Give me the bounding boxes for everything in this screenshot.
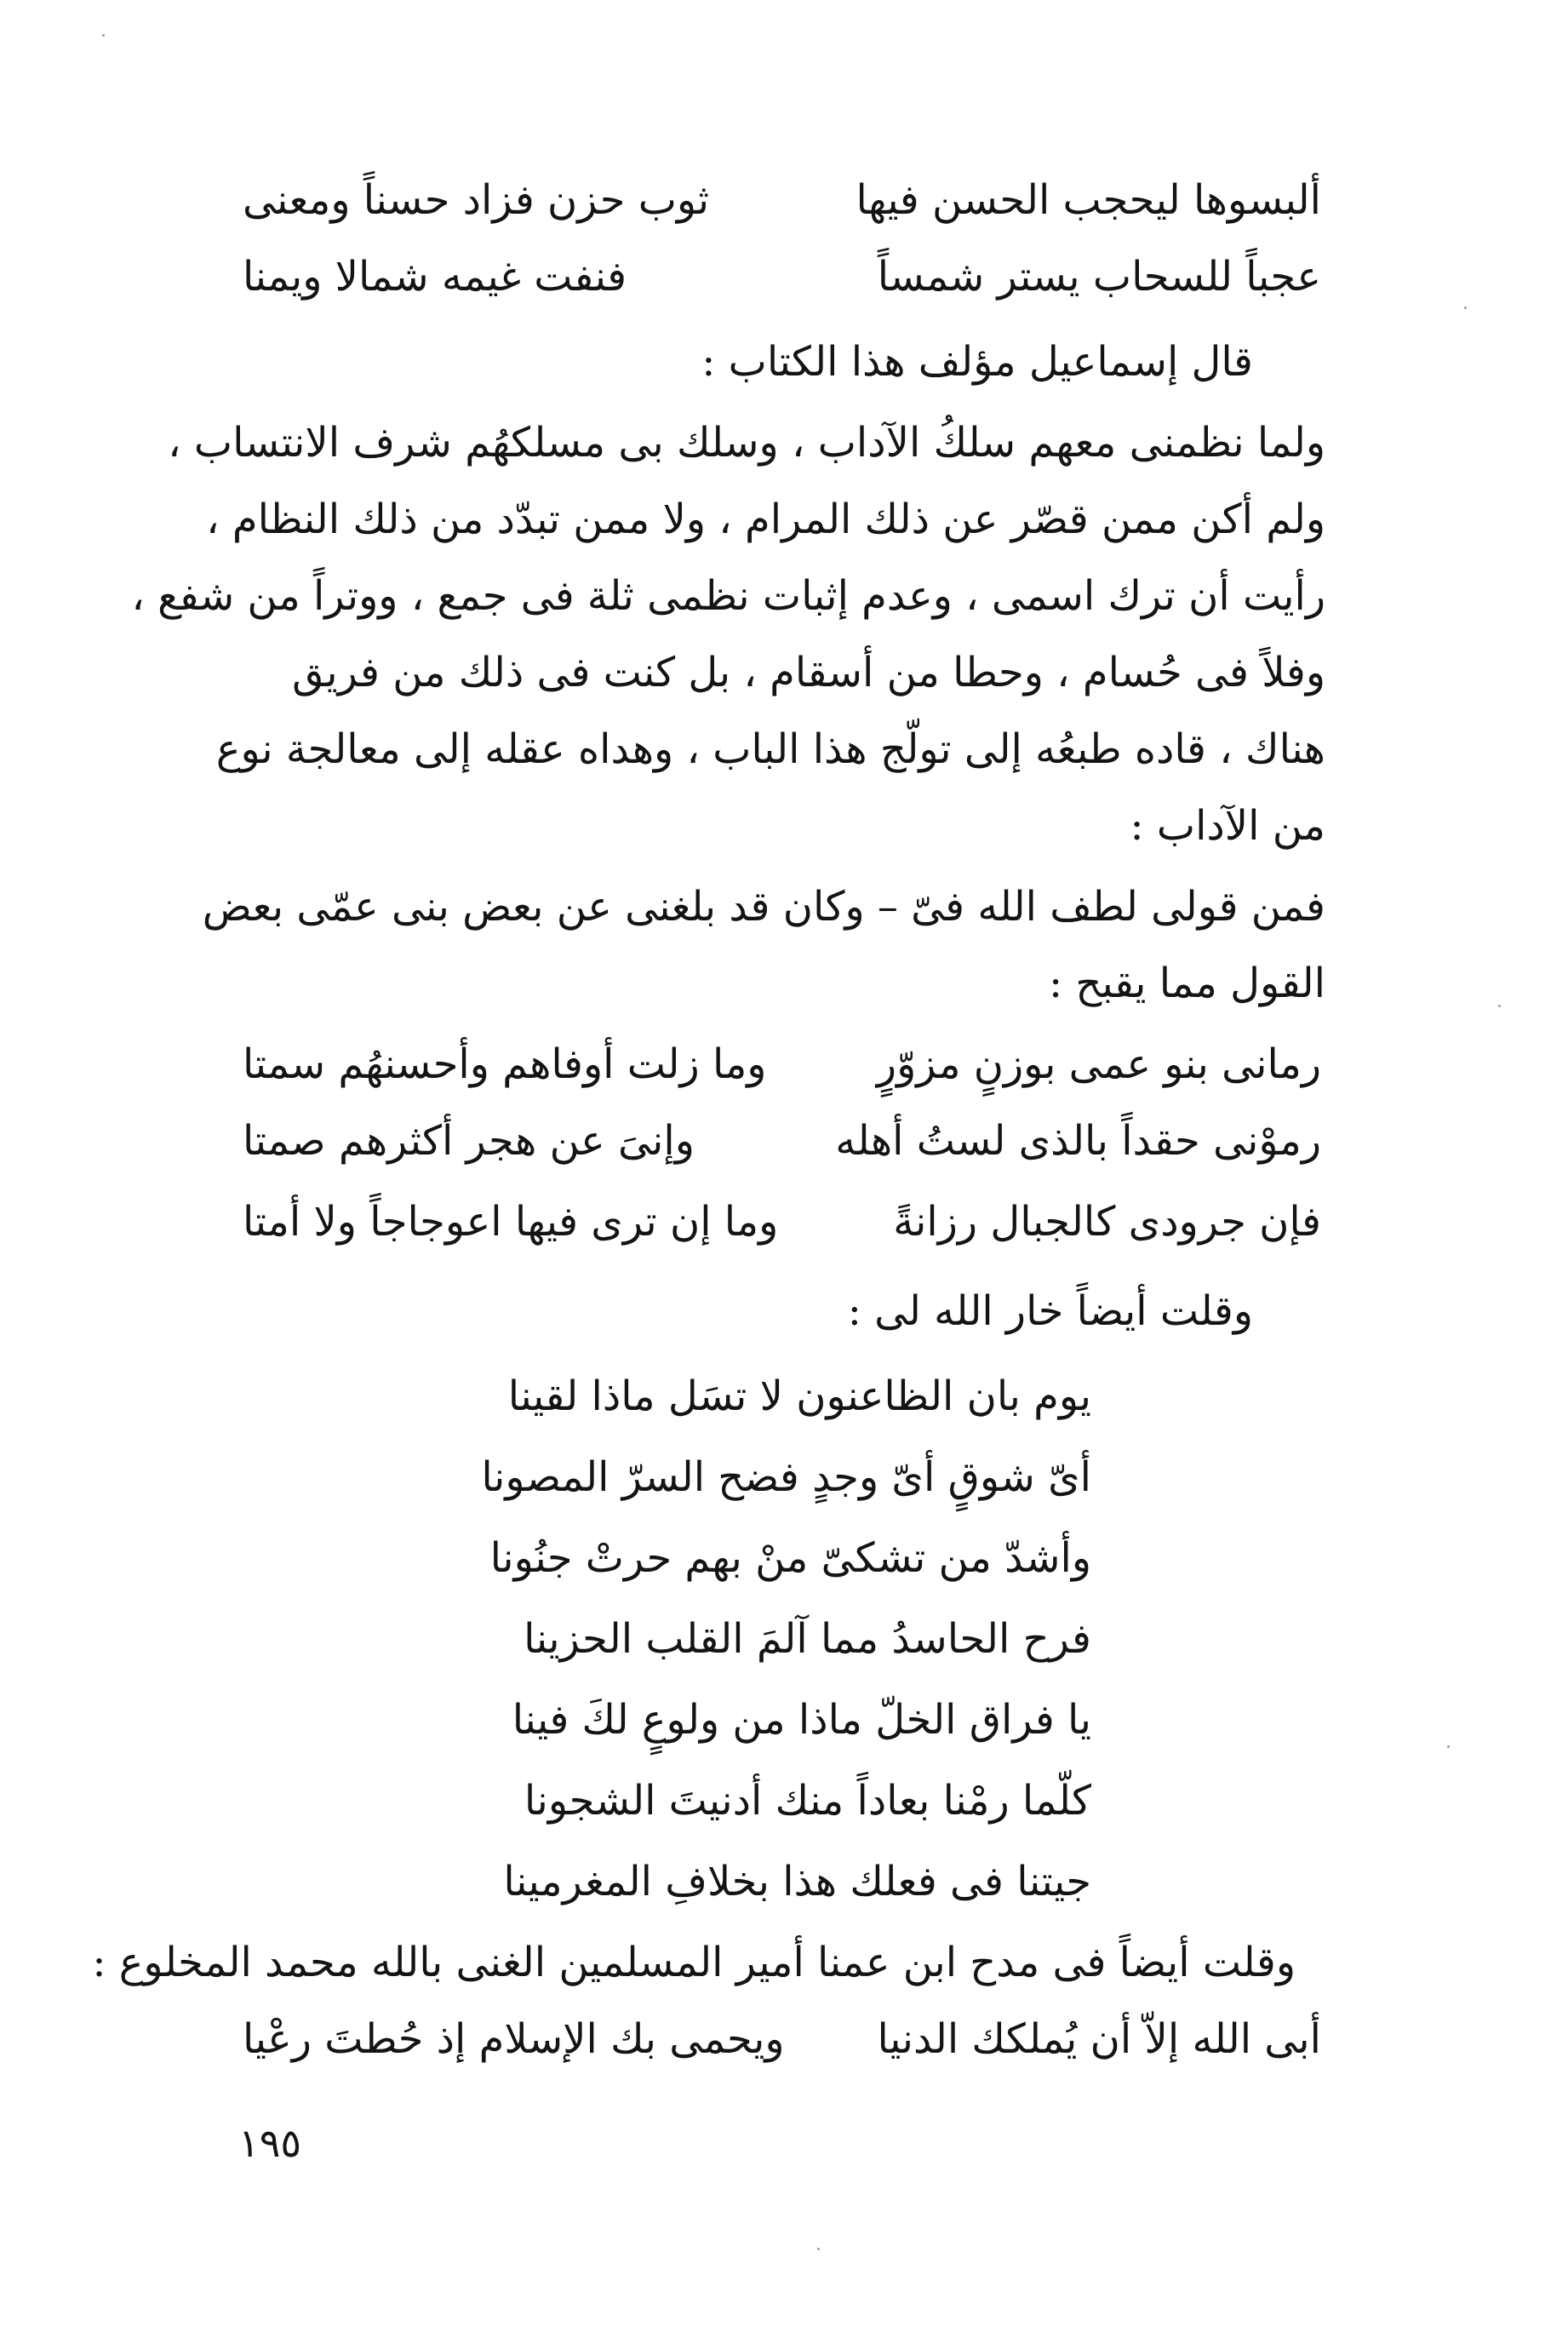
- intro-2-line-2: القول مما يقبح :: [1048, 960, 1325, 1007]
- poem-line-6: كلّما رمْنا بعاداً منك أدنيتَ الشجونا: [524, 1777, 1091, 1825]
- couplet-1-right: ألبسوها ليحجب الحسن فيها: [856, 176, 1321, 224]
- intro-heading: قال إسماعيل مؤلف هذا الكتاب :: [701, 338, 1253, 386]
- couplet-1-left: ثوب حزن فزاد حسناً ومعنى: [243, 176, 710, 224]
- couplet-4-right: رموْنى حقداً بالذى لستُ أهله: [835, 1117, 1321, 1165]
- intro-3: وقلت أيضاً خار الله لى :: [847, 1287, 1253, 1335]
- intro-2-line-1: فمن قولى لطف الله فىّ – وكان قد بلغنى عن بعض بنى عمّى بعض: [202, 883, 1325, 931]
- scan-speck: [1447, 1745, 1450, 1748]
- prose-line-4: وفلاً فى حُسام ، وحطا من أسقام ، بل كنت فى ذلك من فريق: [292, 649, 1325, 696]
- couplet-5-left: وما إن ترى فيها اعوجاجاً ولا أمتا: [243, 1198, 779, 1246]
- poem-line-3: وأشدّ من تشكىّ منْ بهم حرتْ جنُونا: [489, 1534, 1091, 1582]
- couplet-2-left: فنفت غيمه شمالا ويمنا: [243, 253, 627, 301]
- poem-line-1: يوم بان الظاعنون لا تسَل ماذا لقينا: [507, 1372, 1091, 1420]
- couplet-6-left: ويحمى بك الإسلام إذ حُطتَ رعْيا: [243, 2015, 785, 2063]
- prose-line-1: ولما نظمنى معهم سلكُ الآداب ، وسلك بى مسلكهُم شرف الانتساب ،: [168, 419, 1325, 467]
- intro-4: وقلت أيضاً فى مدح ابن عمنا أمير المسلمين الغنى بالله محمد المخلوع :: [92, 1939, 1296, 1986]
- poem-line-4: فرح الحاسدُ مما آلمَ القلب الحزينا: [524, 1615, 1091, 1663]
- prose-line-2: ولم أكن ممن قصّر عن ذلك المرام ، ولا ممن تبدّد من ذلك النظام ،: [206, 496, 1325, 543]
- prose-line-6: من الآداب :: [1130, 802, 1325, 850]
- couplet-5-right: فإن جرودى كالجبال رزانةً: [893, 1198, 1321, 1246]
- scan-speck: [1464, 307, 1467, 309]
- poem-line-7: جيتنا فى فعلك هذا بخلافِ المغرمينا: [503, 1858, 1091, 1905]
- scan-speck: [1498, 1005, 1501, 1007]
- prose-line-5: هناك ، قاده طبعُه إلى تولّج هذا الباب ، وهداه عقله إلى معالجة نوع: [215, 725, 1325, 773]
- couplet-3-right: رمانى بنو عمى بوزنٍ مزوّرٍ: [876, 1040, 1321, 1088]
- scan-speck: [817, 2248, 820, 2250]
- couplet-4-left: وإنىَ عن هجر أكثرهم صمتا: [243, 1117, 695, 1165]
- scan-speck: [102, 34, 105, 37]
- couplet-6-right: أبى الله إلاّ أن يُملكك الدنيا: [877, 2015, 1321, 2063]
- poem-line-5: يا فراق الخلّ ماذا من ولوعٍ لكَ فينا: [512, 1696, 1091, 1744]
- prose-line-3: رأيت أن ترك اسمى ، وعدم إثبات نظمى ثلة فى جمع ، ووتراً من شفع ،: [131, 572, 1325, 620]
- couplet-2-right: عجباً للسحاب يستر شمساً: [877, 253, 1321, 301]
- couplet-3-left: وما زلت أوفاهم وأحسنهُم سمتا: [243, 1040, 767, 1088]
- page-number: ١٩٥: [238, 2120, 302, 2166]
- poem-line-2: أىّ شوقٍ أىّ وجدٍ فضح السرّ المصونا: [481, 1453, 1091, 1501]
